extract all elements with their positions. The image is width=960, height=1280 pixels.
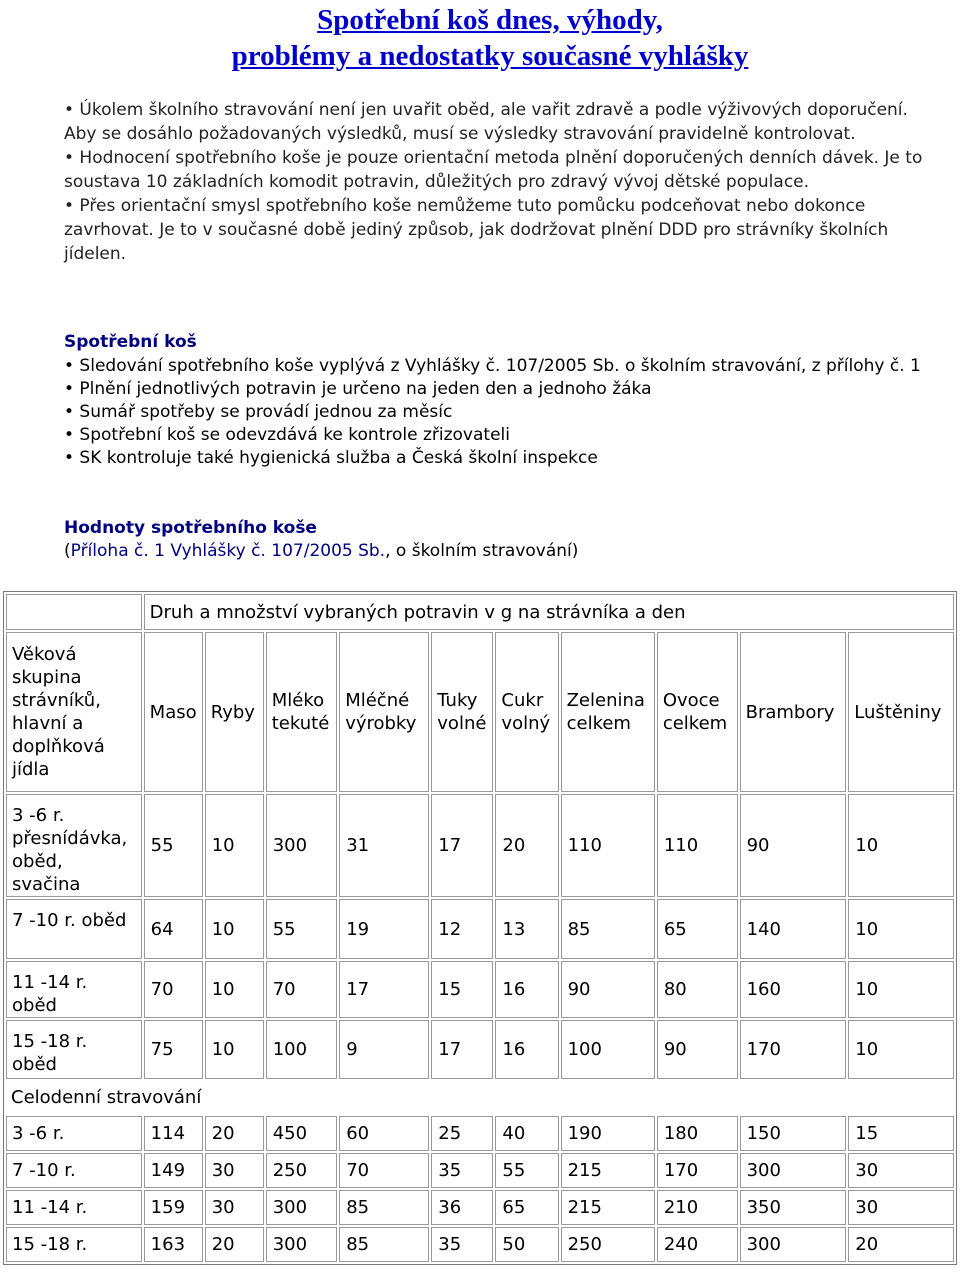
row-label-cell: 3 -6 r. přesnídávka, oběd, svačina [6, 794, 142, 897]
table-body-fullday [6, 1116, 954, 1262]
list-item: • SK kontroluje také hygienická služba a Česká školní inspekce [64, 448, 598, 468]
page-title[interactable] [0, 2, 960, 74]
column-header: Brambory [740, 632, 847, 792]
row-label-cell: 7 -10 r. [6, 1153, 142, 1188]
table-cell: 10 [848, 961, 954, 1018]
row-label-cell: 15 -18 r. [6, 1227, 142, 1262]
column-header: Tuky volné [431, 632, 493, 792]
table-cell: 17 [339, 961, 429, 1018]
basket-heading: Spotřební koš [64, 332, 197, 352]
table-cell: 55 [495, 1153, 558, 1188]
table-cell: 20 [205, 1227, 264, 1262]
column-header: Cukr volný [495, 632, 558, 792]
intro-paragraph: • Úkolem školního stravování není jen uvařit oběd, ale vařit zdravě a podle výživových doporučení. Aby se dosáhlo požadovaných výsledků, musí se výsledky stravování pravidelně kontrolovat. [64, 100, 908, 144]
table-cell: 10 [205, 899, 264, 959]
empty-cell [6, 594, 142, 630]
table-cell: 300 [266, 1190, 337, 1225]
page-title-line-1[interactable]: Spotřební koš dnes, výhody, [317, 4, 663, 36]
table-cell: 114 [144, 1116, 203, 1151]
table-cell: 10 [205, 794, 264, 897]
table-cell: 170 [657, 1153, 738, 1188]
intro-paragraph: • Hodnocení spotřebního koše je pouze orientační metoda plnění doporučených denních dávek. Je to soustava 10 základních komodit potravin, důležitých pro zdravý vývoj dětské populace. [64, 148, 923, 192]
row-label-cell: 11 -14 r. oběd [6, 961, 142, 1018]
table-cell: 90 [561, 961, 655, 1018]
table-cell: 250 [266, 1153, 337, 1188]
table-cell: 163 [144, 1227, 203, 1262]
row-label-cell: 7 -10 r. oběd [6, 899, 142, 959]
table-cell: 190 [561, 1116, 655, 1151]
table-cell: 30 [848, 1190, 954, 1225]
table-cell: 50 [495, 1227, 558, 1262]
list-item: • Spotřební koš se odevzdává ke kontrole zřizovateli [64, 425, 510, 445]
table-cell: 31 [339, 794, 429, 897]
table-cell: 17 [431, 1020, 493, 1079]
table-cell: 70 [266, 961, 337, 1018]
table-cell: 10 [848, 794, 954, 897]
intro-paragraph: • Přes orientační smysl spotřebního koše nemůžeme tuto pomůcku podceňovat nebo dokonce zavrhovat. Je to v současné době jediný způsob, jak dodržovat plnění DDD pro strávníky školních jídelen. [64, 196, 889, 264]
table-cell: 40 [495, 1116, 558, 1151]
decree-link[interactable]: Příloha č. 1 Vyhlášky č. 107/2005 Sb. [70, 541, 386, 561]
table-cell: 85 [339, 1227, 429, 1262]
table-cell: 36 [431, 1190, 493, 1225]
fullday-label: Celodenní stravování [11, 1087, 202, 1108]
table-row [6, 1227, 954, 1262]
table-row [6, 961, 954, 1018]
table-cell: 250 [561, 1227, 655, 1262]
column-header: Luštěniny [848, 632, 954, 792]
list-item: • Plnění jednotlivých potravin je určeno na jeden den a jednoho žáka [64, 379, 652, 399]
table-cell: 210 [657, 1190, 738, 1225]
column-header: Ovoce celkem [657, 632, 738, 792]
table-body-partial [6, 794, 954, 1079]
fullday-label-row [6, 1081, 954, 1114]
table-row [6, 899, 954, 959]
table-cell: 19 [339, 899, 429, 959]
list-item: • Sledování spotřebního koše vyplývá z Vyhlášky č. 107/2005 Sb. o školním stravování, z přílohy č. 1 [64, 356, 921, 376]
table-cell: 30 [205, 1190, 264, 1225]
table-cell: 64 [144, 899, 203, 959]
column-header: Mléčné výrobky [339, 632, 429, 792]
table-cell: 215 [561, 1190, 655, 1225]
table-cell: 35 [431, 1153, 493, 1188]
table-cell: 159 [144, 1190, 203, 1225]
table-cell: 75 [144, 1020, 203, 1079]
table-cell: 300 [740, 1227, 847, 1262]
consumption-basket-table [3, 591, 957, 1265]
table-cell: 180 [657, 1116, 738, 1151]
table-cell: 10 [848, 1020, 954, 1079]
table-cell: 90 [740, 794, 847, 897]
table-cell: 100 [561, 1020, 655, 1079]
table-cell: 25 [431, 1116, 493, 1151]
intro-paragraphs [64, 98, 924, 266]
table-cell: 30 [205, 1153, 264, 1188]
values-heading: Hodnoty spotřebního koše [64, 518, 317, 538]
table-row [6, 1116, 954, 1151]
table-cell: 150 [740, 1116, 847, 1151]
table-cell: 16 [495, 961, 558, 1018]
values-sub-close: , o školním stravování) [385, 541, 579, 561]
table-row [6, 1153, 954, 1188]
row-label-cell: 11 -14 r. [6, 1190, 142, 1225]
basket-list [64, 355, 924, 470]
table-cell: 85 [339, 1190, 429, 1225]
table-cell: 12 [431, 899, 493, 959]
table-cell: 300 [266, 794, 337, 897]
column-header: Ryby [205, 632, 264, 792]
table-cell: 300 [740, 1153, 847, 1188]
table-cell: 149 [144, 1153, 203, 1188]
table-cell: 15 [431, 961, 493, 1018]
table-cell: 170 [740, 1020, 847, 1079]
table-cell: 85 [561, 899, 655, 959]
table-cell: 80 [657, 961, 738, 1018]
table-row [6, 1190, 954, 1225]
table-cell: 35 [431, 1227, 493, 1262]
table-cell: 10 [848, 899, 954, 959]
table-caption: Druh a množství vybraných potravin v g na strávníka a den [144, 594, 954, 630]
column-header: Maso [144, 632, 203, 792]
table-cell: 110 [657, 794, 738, 897]
values-sub-open: ( [64, 541, 71, 561]
list-item: • Sumář spotřeby se provádí jednou za měsíc [64, 402, 453, 422]
table-cell: 70 [339, 1153, 429, 1188]
column-header: Mléko tekuté [266, 632, 337, 792]
row-label-cell: 3 -6 r. [6, 1116, 142, 1151]
table-cell: 20 [495, 794, 558, 897]
table-cell: 240 [657, 1227, 738, 1262]
table-cell: 450 [266, 1116, 337, 1151]
table-cell: 55 [144, 794, 203, 897]
table-row [6, 1020, 954, 1079]
table-cell: 65 [657, 899, 738, 959]
table-cell: 300 [266, 1227, 337, 1262]
table-cell: 13 [495, 899, 558, 959]
table-cell: 350 [740, 1190, 847, 1225]
table-cell: 16 [495, 1020, 558, 1079]
table-cell: 15 [848, 1116, 954, 1151]
page-title-line-2[interactable]: problémy a nedostatky současné vyhlášky [231, 40, 749, 72]
table-cell: 10 [205, 1020, 264, 1079]
table-cell: 60 [339, 1116, 429, 1151]
table-cell: 20 [848, 1227, 954, 1262]
table-cell: 55 [266, 899, 337, 959]
table-cell: 30 [848, 1153, 954, 1188]
table-cell: 10 [205, 961, 264, 1018]
row-header-cell: Věková skupina strávníků, hlavní a doplňková jídla [6, 632, 142, 792]
table-cell: 140 [740, 899, 847, 959]
table-cell: 215 [561, 1153, 655, 1188]
row-label-cell: 15 -18 r. oběd [6, 1020, 142, 1079]
table-cell: 17 [431, 794, 493, 897]
table-cell: 160 [740, 961, 847, 1018]
table-cell: 100 [266, 1020, 337, 1079]
table-cell: 20 [205, 1116, 264, 1151]
table-cell: 90 [657, 1020, 738, 1079]
table-cell: 65 [495, 1190, 558, 1225]
values-subheading [64, 540, 578, 562]
table-caption-row [6, 594, 954, 630]
table-cell: 110 [561, 794, 655, 897]
table-header-row [6, 632, 954, 792]
table-cell: 70 [144, 961, 203, 1018]
column-header: Zelenina celkem [561, 632, 655, 792]
table-row [6, 794, 954, 897]
table-cell: 9 [339, 1020, 429, 1079]
